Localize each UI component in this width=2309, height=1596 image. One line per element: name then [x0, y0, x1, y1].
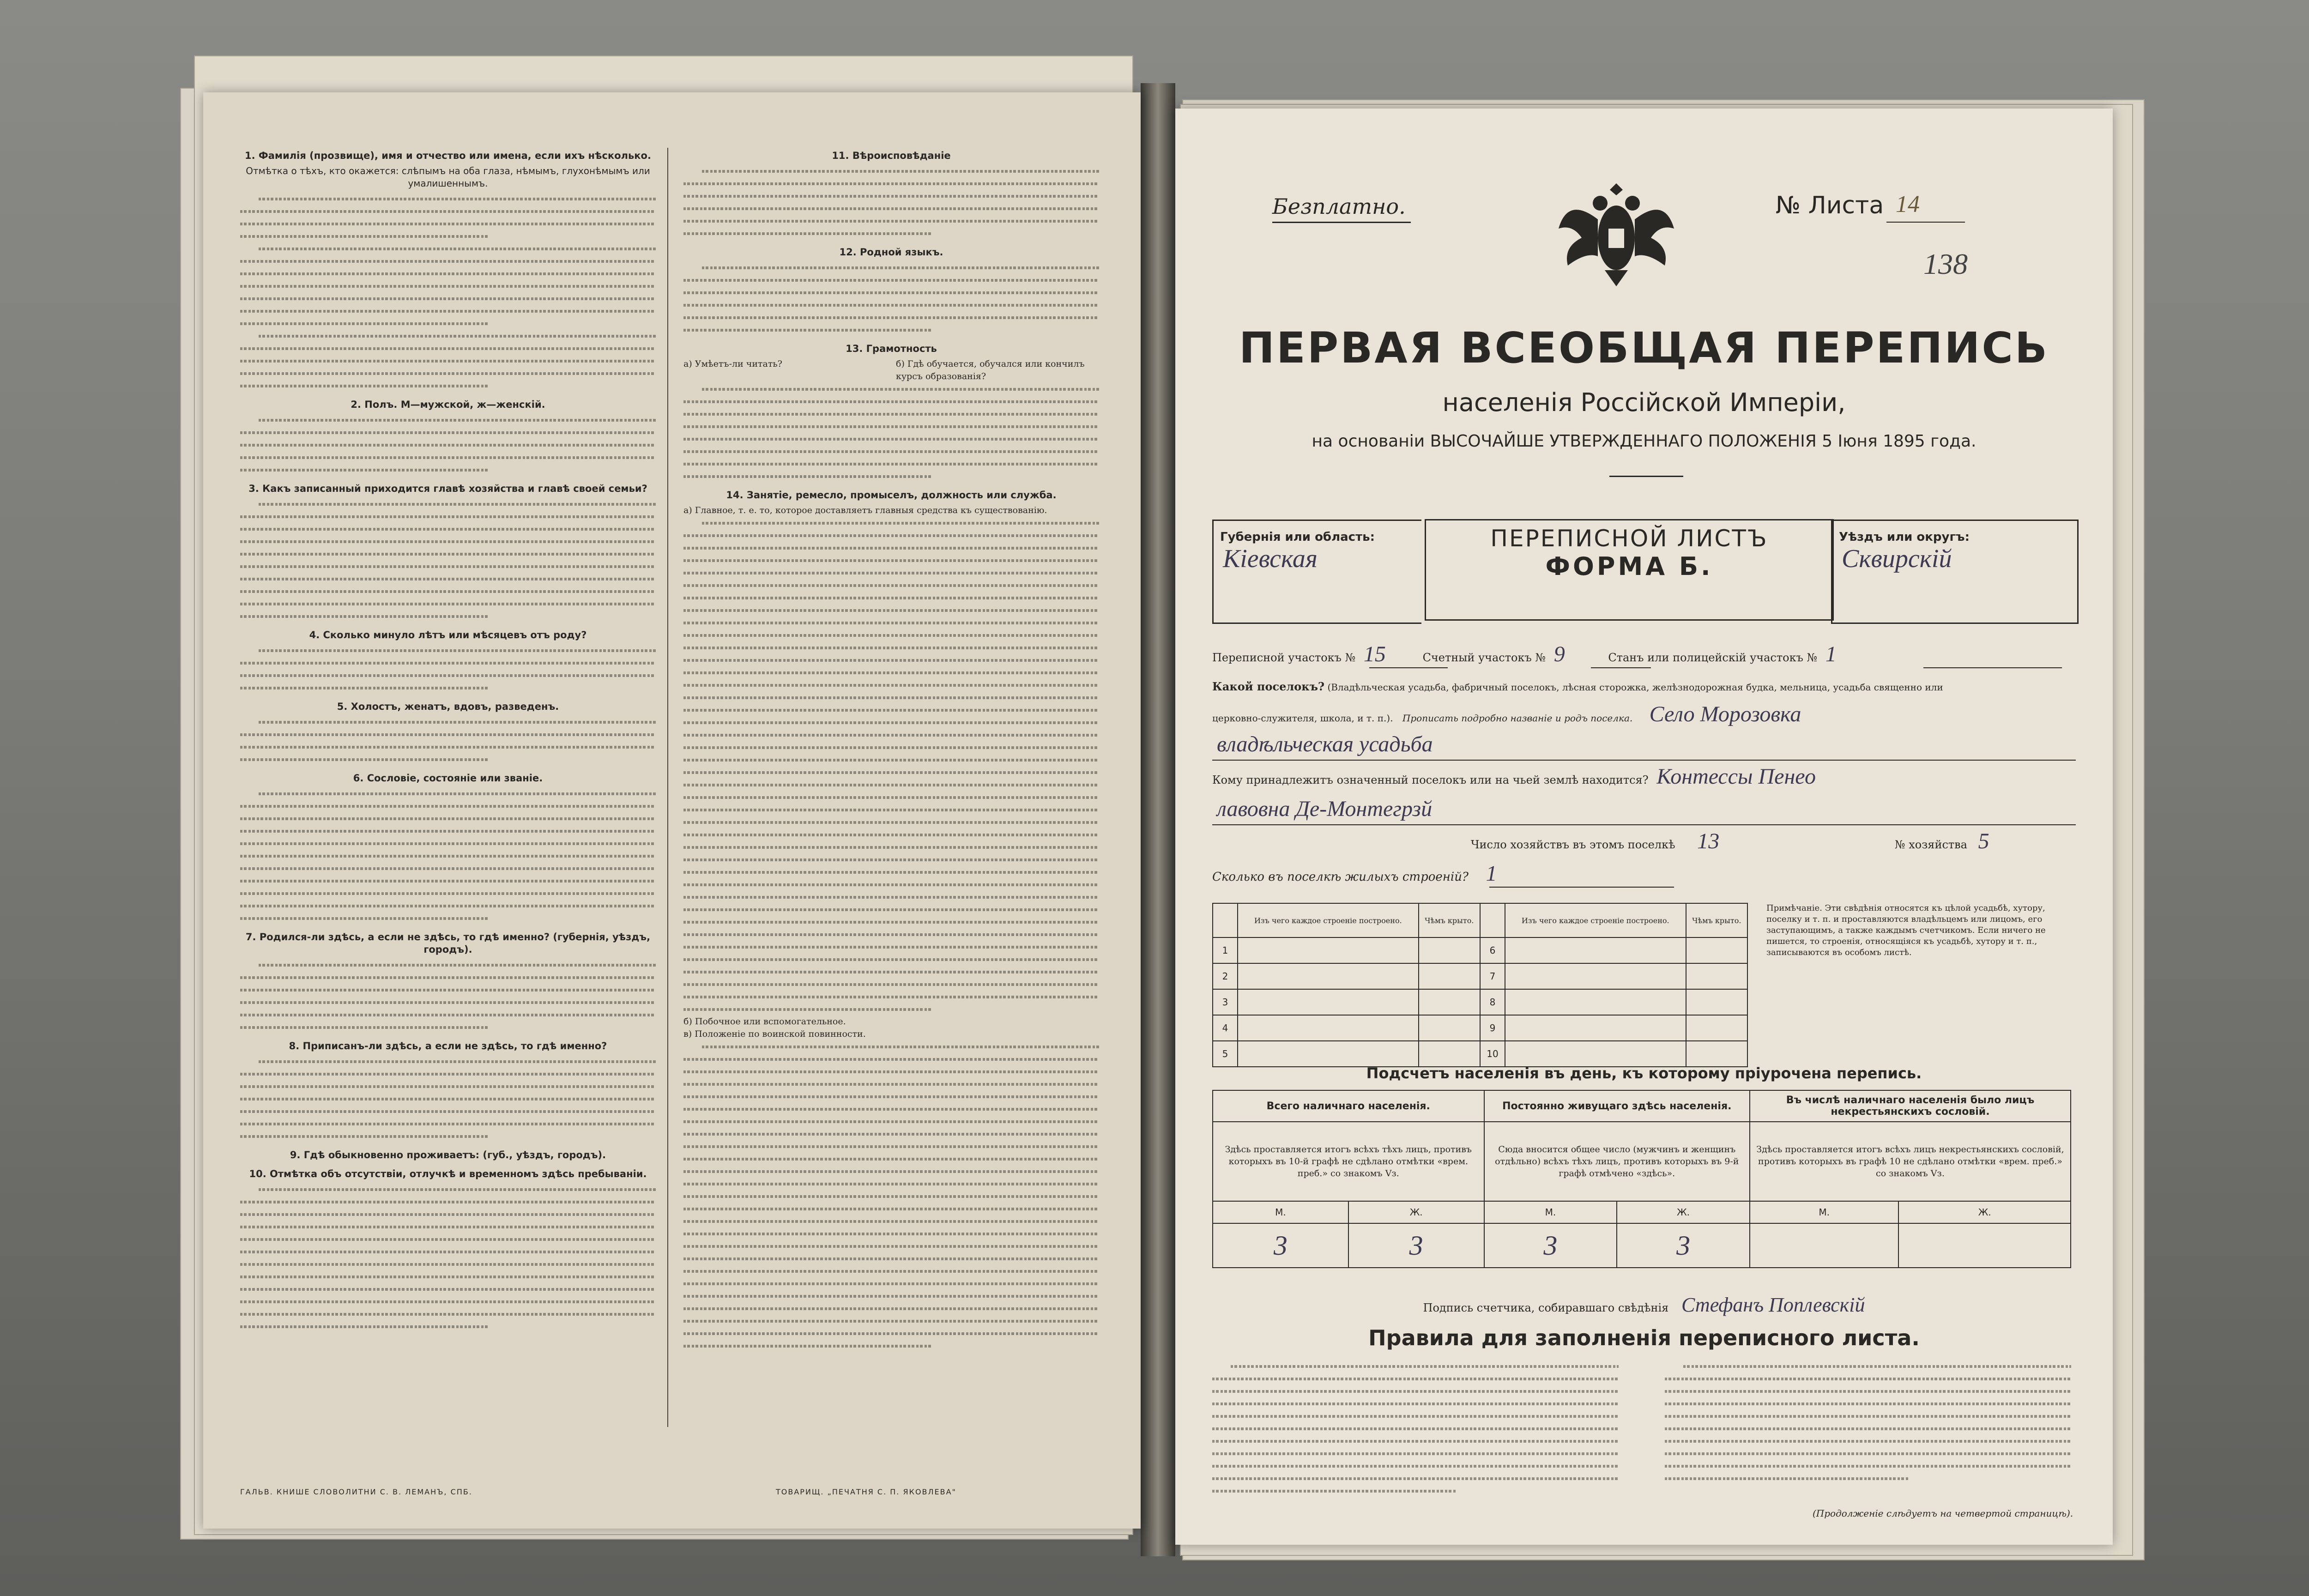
form-type: ФОРМА Б.	[1545, 552, 1713, 581]
uezd-box	[1831, 520, 2079, 624]
signature-line	[1175, 1293, 2113, 1317]
bld-header-roof: Чѣмъ крыто.	[1419, 903, 1480, 937]
buildings-note: Примѣчаніе. Эти свѣдѣнія относятся къ цѣлой усадьбѣ, хутору, поселку и т. п. и проставляются владѣльцемъ или лицомъ, его заступающимъ, а также каждымъ счетчикомъ. Если ничего не пишется, то строенія, относящіяся къ усадьбѣ, хутору и т. п., записываются въ особомъ листѣ.	[1766, 903, 2046, 957]
rules-title: Правила для заполненія переписного листа.	[1368, 1325, 1920, 1350]
literacy-b: б) Гдѣ обучается, обучался или кончилъ курсъ образованія?	[896, 359, 1085, 381]
underline	[1369, 667, 1448, 668]
body-text-block	[240, 644, 656, 694]
count-desc-nonpeasant: Здѣсь проставляется итогъ всѣхъ лицъ некрестьянскихъ сословій, противъ которыхъ въ графѣ 10 не сдѣлано отмѣтки «врем. преб.» со знакомъ Vз.	[1750, 1122, 2071, 1201]
continued-note: (Продолженіе слѣдуетъ на четвертой страницѣ).	[1813, 1508, 2073, 1519]
sheet-number-value: 14	[1896, 191, 1920, 218]
census-district-value: 15	[1363, 642, 1386, 666]
section-title: 8. Приписанъ-ли здѣсь, а если не здѣсь, то гдѣ именно?	[289, 1040, 607, 1052]
document-legal-basis: на основаніи ВЫСОЧАЙШЕ УТВЕРЖДЕННАГО ПОЛОЖЕНІЯ 5 Іюня 1895 года.	[1312, 432, 1977, 451]
occupation-a: а) Главное, т. е. то, которое доставляетъ главныя средства къ существованію.	[683, 505, 1047, 515]
owner-label: Кому принадлежитъ означенный поселокъ или на чьей землѣ находится?	[1212, 774, 1649, 786]
owner-line	[1212, 764, 2076, 789]
free-label: Безплатно.	[1272, 194, 1406, 219]
stan-label: Станъ или полицейскій участокъ №	[1608, 651, 1818, 664]
instructions-page	[203, 92, 1141, 1529]
body-text-block	[240, 193, 656, 392]
occupation-b: б) Побочное или вспомогательное.	[683, 1016, 846, 1027]
literacy-subheads	[683, 358, 1099, 383]
body-text-block	[683, 261, 1099, 336]
count-desc-resident: Сюда вносится общее число (мужчинъ и женщинъ отдѣльно) всѣхъ тѣхъ лицъ, противъ которыхъ въ 9-й графѣ отмѣчено «здѣсь».	[1484, 1122, 1750, 1201]
bld-header-material: Изъ чего каждое строеніе построено.	[1238, 903, 1419, 937]
household-no-label: № хозяйства	[1894, 838, 1967, 851]
underline	[1591, 667, 1651, 668]
present-female-count: 3	[1348, 1223, 1484, 1268]
body-text-block	[240, 787, 656, 925]
male-label: М.	[1750, 1201, 1899, 1223]
section-title: 4. Сколько минуло лѣтъ или мѣсяцевъ отъ роду?	[309, 629, 587, 641]
book-gutter	[1141, 83, 1175, 1556]
buildings-value: 1	[1486, 861, 1497, 886]
signature-value: Стефанъ Поплевскій	[1681, 1294, 1865, 1316]
female-label: Ж.	[1348, 1201, 1484, 1223]
rules-column-1	[1212, 1360, 1619, 1497]
section-note: Отмѣтка о тѣхъ, кто окажется: слѣпымъ на оба глаза, нѣмымъ, глухонѣмымъ или умалишеннымъ.	[246, 165, 650, 189]
signature-label: Подпись счетчика, собиравшаго свѣдѣнія	[1423, 1301, 1669, 1314]
double-headed-eagle-emblem	[1554, 178, 1679, 289]
owner-value-2: лавовна Де-Монтегрзй	[1217, 797, 1433, 821]
body-text-block	[683, 165, 1099, 240]
count-district-label: Счетный участокъ №	[1422, 651, 1546, 664]
buildings-table	[1212, 903, 1748, 1067]
literacy-a: а) Умѣетъ-ли читать?	[683, 359, 782, 369]
bld-header-material: Изъ чего каждое строеніе построено.	[1505, 903, 1686, 937]
section-title: 9. Гдѣ обыкновенно проживаетъ: (губ., уѣздъ, городъ).	[290, 1149, 606, 1161]
section-title: 10. Отмѣтка объ отсутствіи, отлучкѣ и временномъ здѣсь пребываніи.	[249, 1168, 647, 1179]
title-rule	[1609, 476, 1683, 477]
table-row: 4 9	[1213, 1015, 1747, 1041]
male-label: М.	[1484, 1201, 1617, 1223]
household-no-value: 5	[1978, 829, 1989, 853]
count-col-resident: Постоянно живущаго здѣсь населенія.	[1484, 1090, 1750, 1122]
settlement-line-2	[1212, 702, 2076, 726]
settlement-value-2: владѣльческая усадьба	[1217, 732, 1433, 756]
section-title: 13. Грамотность	[846, 343, 937, 354]
resident-male-count: 3	[1484, 1223, 1617, 1268]
form-title: ПЕРЕПИСНОЙ ЛИСТЪ	[1490, 525, 1768, 552]
nonpeasant-female-count	[1898, 1223, 2071, 1268]
district-line	[1212, 642, 2076, 666]
underline	[1212, 760, 2076, 761]
guberniya-box	[1212, 520, 1421, 624]
census-form-page	[1175, 109, 2113, 1545]
section-title: 6. Сословіе, состояніе или званіе.	[353, 773, 543, 784]
settlement-hint-2: церковно-служителя, школа, и т. п.).	[1212, 713, 1393, 724]
nonpeasant-male-count	[1750, 1223, 1899, 1268]
rules-column-2	[1665, 1360, 2071, 1485]
body-text-block	[683, 383, 1099, 483]
sheet-number-label: № Листа	[1776, 192, 1884, 219]
printer-imprint-right: ТОВАРИЩ. „ПЕЧАТНЯ С. П. ЯКОВЛЕВА"	[776, 1487, 956, 1496]
body-text-block	[240, 716, 656, 766]
count-col-nonpeasant: Въ числѣ наличнаго населенія было лицъ некрестьянскихъ сословій.	[1750, 1090, 2071, 1122]
settlement-label: Какой поселокъ?	[1212, 680, 1325, 693]
count-col-present: Всего наличнаго населенія.	[1213, 1090, 1484, 1122]
occupation-c: в) Положеніе по воинской повинности.	[683, 1029, 866, 1039]
uezd-value: Сквирскій	[1842, 544, 1952, 573]
sheet-number-underline	[1886, 222, 1965, 223]
document-title: ПЕРВАЯ ВСЕОБЩАЯ ПЕРЕПИСЬ	[1239, 323, 2049, 373]
body-text-block	[240, 1055, 656, 1143]
instructions-column-1	[240, 143, 656, 1333]
female-label: Ж.	[1898, 1201, 2071, 1223]
section-title: 11. Вѣроисповѣданіе	[832, 150, 951, 161]
pencil-page-number: 138	[1923, 248, 1968, 280]
present-male-count: 3	[1213, 1223, 1348, 1268]
guberniya-value: Кіевская	[1223, 544, 1318, 573]
count-district-value: 9	[1553, 642, 1565, 666]
column-divider	[667, 148, 668, 1427]
households-label: Число хозяйствъ въ этомъ поселкѣ	[1471, 838, 1675, 851]
document-subtitle: населенія Россійской Имперіи,	[1442, 388, 1846, 417]
underline	[1923, 667, 2062, 668]
section-title: 5. Холостъ, женатъ, вдовъ, разведенъ.	[337, 701, 559, 712]
body-text-block	[683, 517, 1099, 1016]
buildings-line	[1212, 861, 2076, 886]
section-title: 3. Какъ записанный приходится главѣ хозяйства и главѣ своей семьи?	[248, 483, 647, 494]
uezd-label: Уѣздъ или округъ:	[1839, 530, 1970, 544]
underline	[1212, 824, 2076, 825]
households-value: 13	[1697, 829, 1720, 853]
female-label: Ж.	[1617, 1201, 1750, 1223]
instructions-column-2	[683, 143, 1099, 1352]
households-line	[1212, 829, 2076, 853]
guberniya-label: Губернія или область:	[1220, 530, 1375, 544]
census-district-label: Переписной участокъ №	[1212, 651, 1356, 664]
table-row: 2 7	[1213, 963, 1747, 989]
settlement-line	[1212, 679, 2076, 695]
owner-line-2	[1212, 797, 2076, 821]
stan-value: 1	[1825, 642, 1837, 666]
section-title: 14. Занятіе, ремесло, промыселъ, должность или служба.	[726, 490, 1057, 501]
settlement-line-3	[1212, 732, 2076, 756]
owner-value: Контессы Пенео	[1656, 764, 1816, 789]
section-title: 2. Полъ. М—мужской, ж—женскій.	[351, 399, 545, 410]
male-label: М.	[1213, 1201, 1348, 1223]
table-row: 5 10	[1213, 1041, 1747, 1067]
table-row: 3 8	[1213, 989, 1747, 1015]
section-title: 1. Фамилія (прозвище), имя и отчество или имена, если ихъ нѣсколько.	[245, 150, 651, 161]
bld-header-roof: Чѣмъ крыто.	[1686, 903, 1747, 937]
buildings-label: Сколько въ поселкѣ жилыхъ строеній?	[1212, 870, 1469, 884]
settlement-value: Село Морозовка	[1649, 702, 1801, 726]
body-text-block	[240, 959, 656, 1034]
population-count-title: Подсчетъ населенія въ день, къ которому пріурочена перепись.	[1366, 1064, 1922, 1082]
free-underline	[1272, 222, 1411, 223]
resident-female-count: 3	[1617, 1223, 1750, 1268]
body-text-block	[240, 414, 656, 476]
printer-imprint-left: ГАЛЬВ. КНИШЕ СЛОВОЛИТНИ С. В. ЛЕМАНЪ, СПБ.	[240, 1487, 472, 1496]
settlement-hint: (Владѣльческая усадьба, фабричный поселокъ, лѣсная сторожка, желѣзнодорожная будка, мельница, усадьба священно или	[1327, 682, 1943, 693]
body-text-block	[683, 1040, 1099, 1352]
settlement-hint-3: Прописать подробно названіе и родъ поселка.	[1402, 713, 1633, 724]
population-count-table	[1212, 1090, 2071, 1268]
underline	[1489, 887, 1674, 888]
table-row: 1 6	[1213, 937, 1747, 963]
body-text-block	[240, 498, 656, 623]
body-text-block	[240, 1183, 656, 1333]
count-desc-present: Здѣсь проставляется итогъ всѣхъ тѣхъ лицъ, противъ которыхъ въ 10-й графѣ не сдѣлано отмѣтки «врем. преб.» со знакомъ Vз.	[1213, 1122, 1484, 1201]
section-title: 12. Родной языкъ.	[839, 247, 943, 258]
section-title: 7. Родился-ли здѣсь, а если не здѣсь, то гдѣ именно? (губернія, уѣздъ, городъ).	[245, 931, 651, 955]
form-title-box	[1425, 519, 1834, 621]
